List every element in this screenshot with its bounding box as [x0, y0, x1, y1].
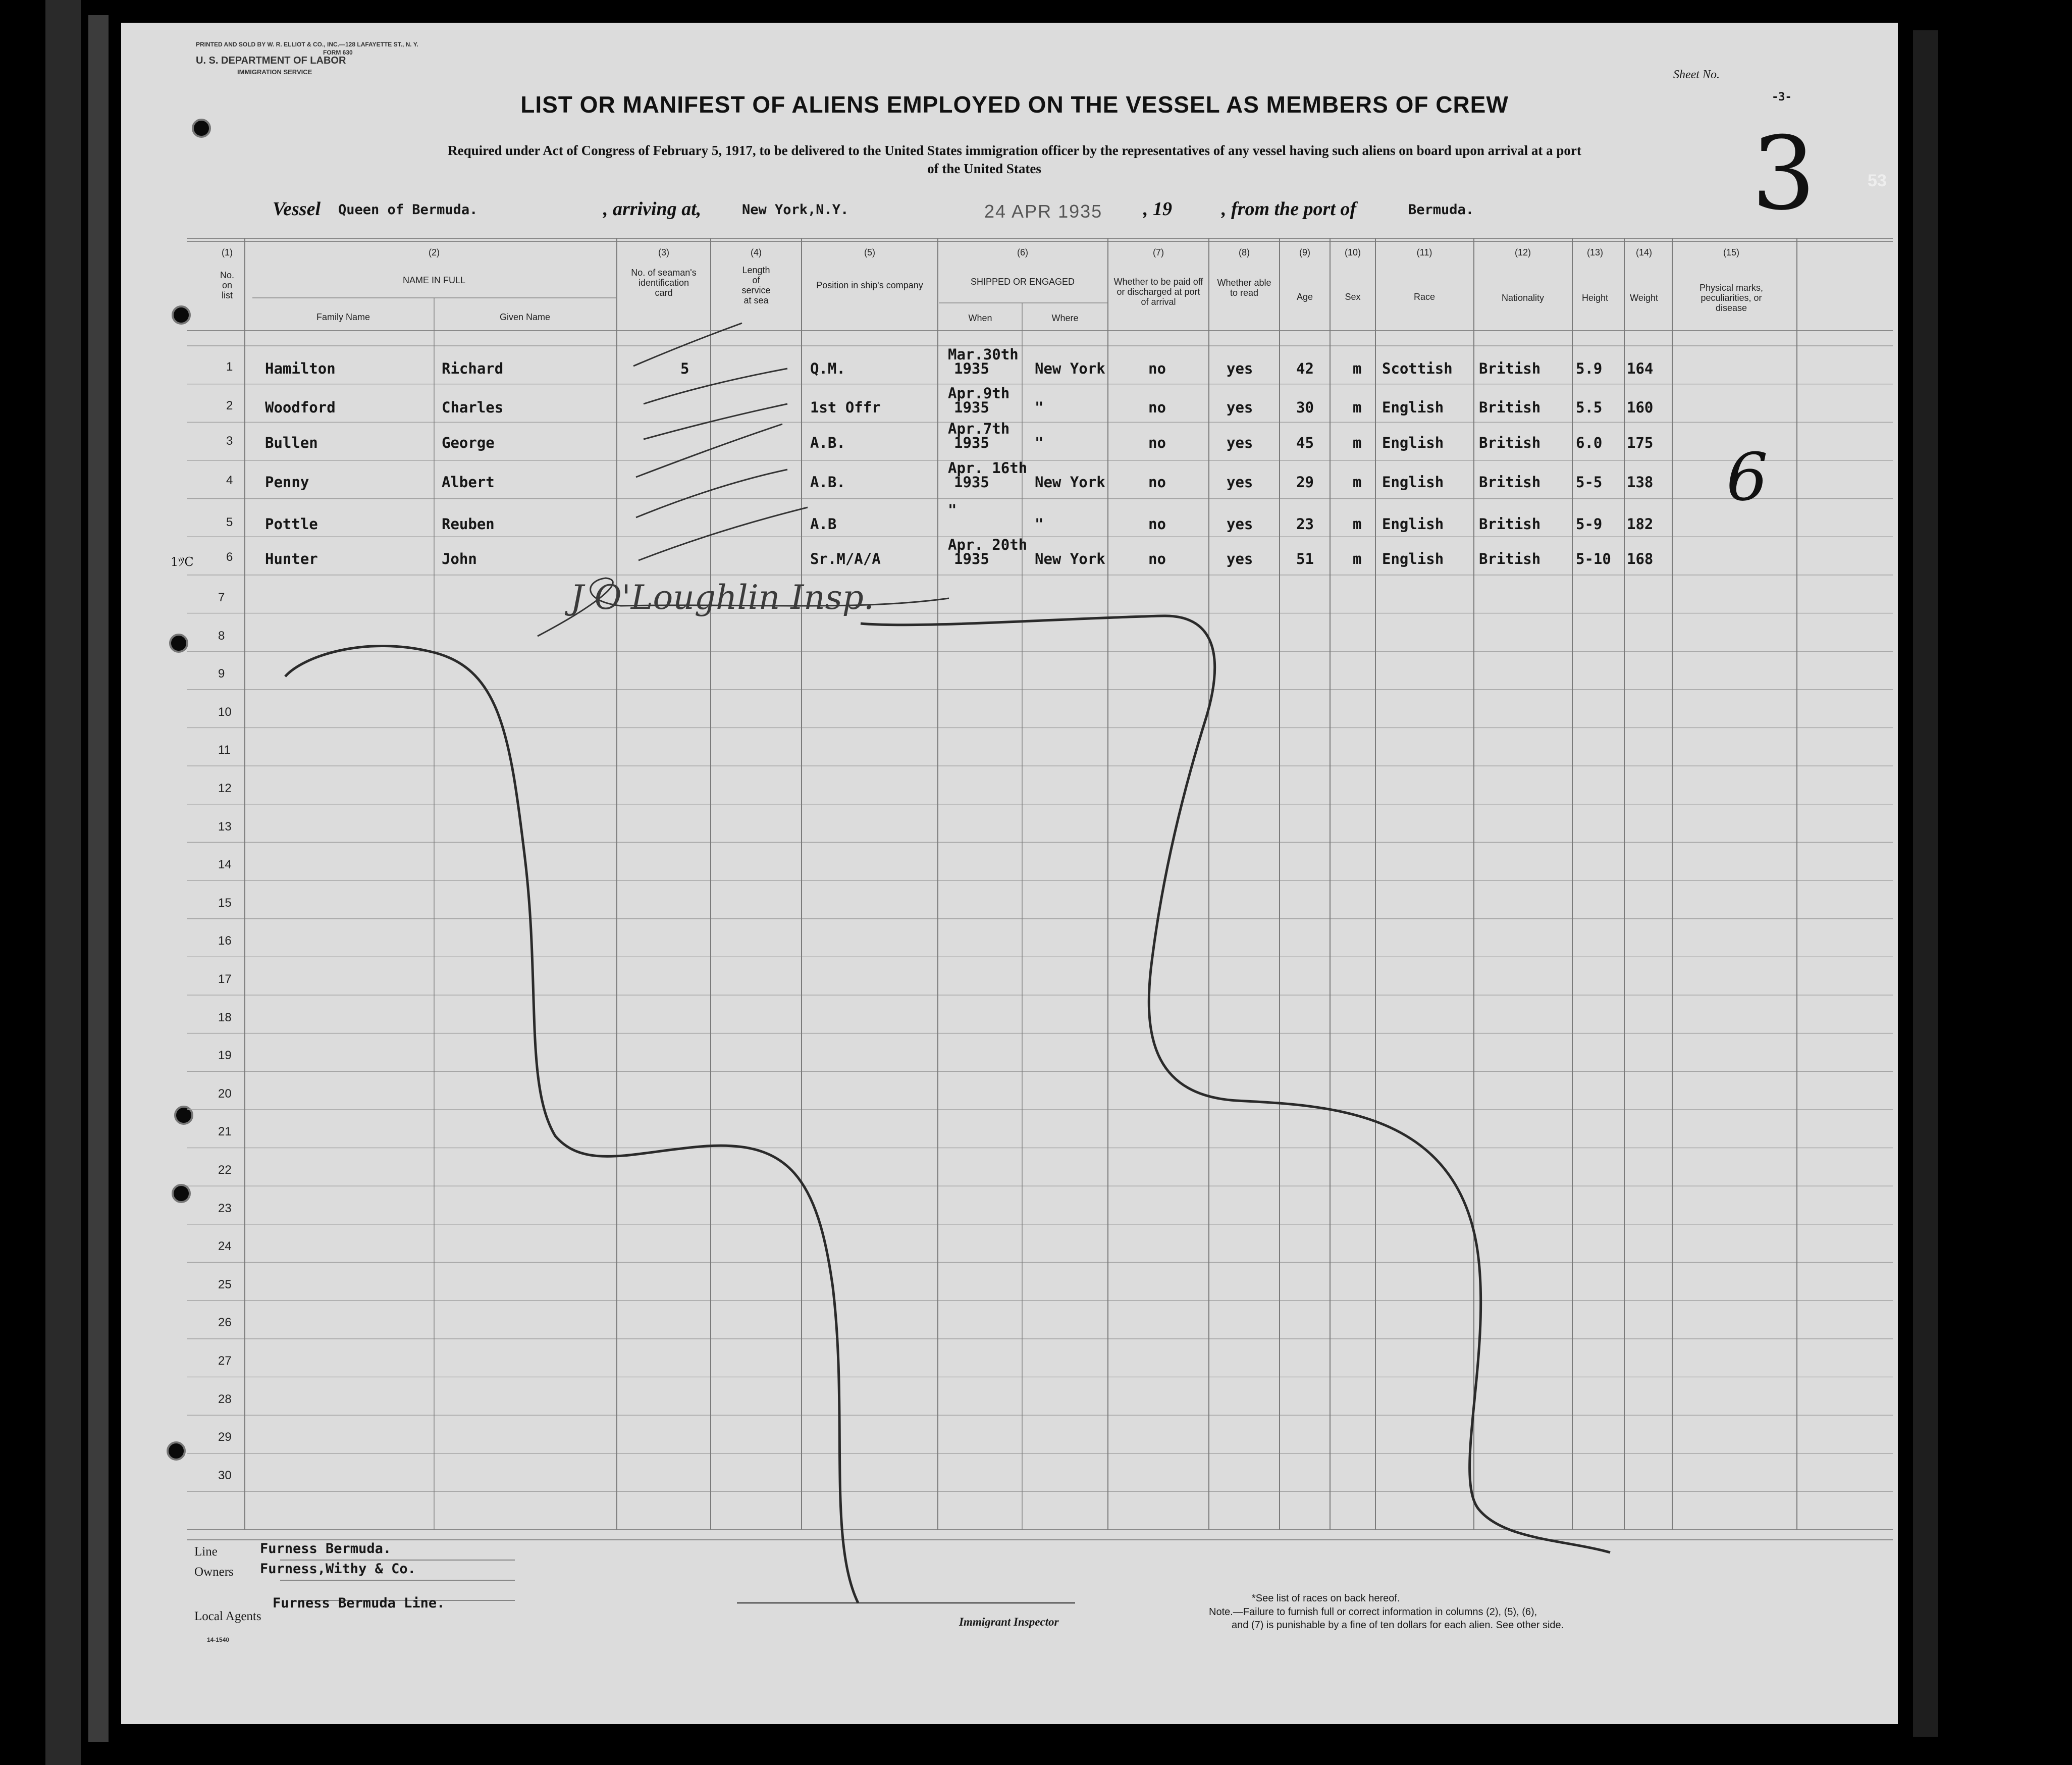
col2-label: NAME IN FULL: [402, 275, 466, 285]
arriving-place: New York,N.Y.: [742, 202, 849, 218]
position: A.B.: [810, 434, 845, 451]
col13-label: Height: [1581, 293, 1609, 303]
shipped-when: Mar.30th: [948, 346, 1019, 363]
shipped-year: 1935: [954, 399, 989, 416]
col3-label: No. of seaman's identification card: [631, 268, 697, 298]
row-number: 5: [226, 515, 233, 529]
sheet-typed-number: -3-: [1772, 91, 1792, 103]
vessel-name: Queen of Bermuda.: [338, 202, 478, 218]
shipped-where: New York: [1035, 360, 1105, 377]
row-number: 28: [218, 1392, 232, 1406]
col6-when: When: [968, 313, 992, 323]
position: 1st Offr: [810, 399, 881, 416]
height: 5-5: [1576, 474, 1603, 491]
paid-off: no: [1148, 550, 1166, 567]
row-number: 4: [226, 474, 233, 487]
row-number: 9: [218, 667, 225, 681]
weight: 138: [1627, 474, 1654, 491]
row-number: 17: [218, 972, 232, 986]
able-to-read: yes: [1227, 474, 1253, 491]
shipped-where: ": [1035, 434, 1044, 451]
race: English: [1382, 474, 1444, 491]
nationality: British: [1479, 550, 1541, 567]
col10-number: (10): [1344, 247, 1361, 257]
row-number: 10: [218, 705, 232, 719]
col4-number: (4): [751, 247, 762, 257]
weight: 164: [1627, 360, 1654, 377]
row-number: 19: [218, 1049, 232, 1063]
row-number: 25: [218, 1277, 232, 1291]
col15-number: (15): [1723, 247, 1740, 257]
height: 5-9: [1576, 515, 1603, 533]
family-name: Woodford: [265, 399, 336, 416]
row-number: 6: [226, 550, 233, 564]
shipped-when: Apr.9th: [948, 385, 1010, 402]
paid-off: no: [1148, 399, 1166, 416]
paid-off: no: [1148, 434, 1166, 451]
from-port: Bermuda.: [1408, 202, 1474, 218]
shipped-year: 1935: [954, 360, 989, 377]
age: 29: [1296, 474, 1314, 491]
row-number: 22: [218, 1163, 232, 1177]
col10-label: Sex: [1345, 292, 1361, 302]
row6-margin-mark: 1ﾂC: [171, 555, 194, 569]
shipped-where: ": [1035, 399, 1044, 416]
paid-off: no: [1148, 474, 1166, 491]
col2-given: Given Name: [499, 312, 551, 322]
shipped-year: 1935: [954, 474, 989, 491]
row-number: 16: [218, 934, 232, 948]
position: A.B.: [810, 474, 845, 491]
height: 5.9: [1576, 360, 1603, 377]
nationality: British: [1479, 474, 1541, 491]
footer-owners-label: Owners: [194, 1565, 234, 1579]
col2-family: Family Name: [316, 312, 370, 322]
col12-label: Nationality: [1501, 293, 1545, 303]
given-name: Reuben: [442, 515, 495, 533]
shipped-when: Apr.7th: [948, 420, 1010, 437]
row-number: 15: [218, 896, 232, 910]
from-port-label: , from the port of: [1221, 198, 1357, 220]
age: 45: [1296, 434, 1314, 451]
given-name: Albert: [442, 474, 495, 491]
col7-label: Whether to be paid off or discharged at port of arrival: [1113, 277, 1203, 307]
able-to-read: yes: [1227, 550, 1253, 567]
row-number: 21: [218, 1125, 232, 1139]
col5-number: (5): [864, 247, 875, 257]
height: 5-10: [1576, 550, 1611, 567]
handwritten-count: 6: [1726, 439, 1768, 515]
given-name: Richard: [442, 360, 504, 377]
family-name: Pottle: [265, 515, 318, 533]
row-number: 7: [218, 591, 225, 604]
weight: 160: [1627, 399, 1654, 416]
sex: m: [1353, 434, 1362, 451]
footer-owners-value: Furness,Withy & Co.: [260, 1561, 416, 1577]
race: English: [1382, 550, 1444, 567]
row-number: 23: [218, 1201, 232, 1215]
position: A.B: [810, 515, 837, 533]
row-number: 12: [218, 782, 232, 795]
row-number: 11: [218, 743, 231, 757]
family-name: Hamilton: [265, 360, 336, 377]
shipped-when: ": [948, 501, 957, 518]
col15-label: Physical marks, peculiarities, or disease: [1699, 283, 1764, 313]
col4-label: Length of service at sea: [741, 265, 771, 305]
service-label: IMMIGRATION SERVICE: [237, 68, 312, 76]
able-to-read: yes: [1227, 399, 1253, 416]
row-number: 14: [218, 858, 232, 872]
sheet-number-handwritten: 3: [1751, 115, 1816, 233]
age: 51: [1296, 550, 1314, 567]
footer-line-value: Furness Bermuda.: [260, 1541, 392, 1556]
printer-note: PRINTED AND SOLD BY W. R. ELLIOT & CO., INC.—128 LAFAYETTE ST., N. Y.: [196, 41, 418, 48]
family-name: Hunter: [265, 550, 318, 567]
shipped-year: 1935: [954, 550, 989, 567]
race: Scottish: [1382, 360, 1453, 377]
form-number: FORM 630: [323, 49, 353, 56]
col6-number: (6): [1017, 247, 1028, 257]
given-name: Charles: [442, 399, 504, 416]
sex: m: [1353, 474, 1362, 491]
nationality: British: [1479, 515, 1541, 533]
col12-number: (12): [1514, 247, 1531, 257]
family-name: Bullen: [265, 434, 318, 451]
shipped-where: ": [1035, 515, 1044, 533]
given-name: John: [442, 550, 477, 567]
footer-agents-label: Local Agents: [194, 1610, 261, 1623]
immigrant-inspector-label: Immigrant Inspector: [959, 1616, 1059, 1628]
col3-number: (3): [658, 247, 669, 257]
inspector-signature: J O'Loughlin Insp.: [570, 578, 874, 617]
shipped-when: Apr. 20th: [948, 536, 1028, 553]
subtitle-line1: Required under Act of Congress of February 5, 1917, to be delivered to the United States immigration officer by the representatives of any vessel having such aliens on board upon arrival at a port: [448, 143, 1581, 158]
nationality: British: [1479, 434, 1541, 451]
able-to-read: yes: [1227, 515, 1253, 533]
age: 23: [1296, 515, 1314, 533]
race: English: [1382, 434, 1444, 451]
row-number: 20: [218, 1086, 232, 1101]
paid-off: no: [1148, 515, 1166, 533]
col1-number: (1): [222, 247, 233, 257]
row-number: 13: [218, 819, 232, 834]
weight: 175: [1627, 434, 1654, 451]
arriving-label: , arriving at,: [603, 198, 702, 220]
col9-number: (9): [1299, 247, 1310, 257]
position: Sr.M/A/A: [810, 550, 881, 567]
footer-note2: Note.—Failure to furnish full or correct information in columns (2), (5), (6),: [1209, 1606, 1537, 1618]
year-label: , 19: [1143, 198, 1172, 220]
age: 30: [1296, 399, 1314, 416]
subtitle-line2: of the United States: [927, 161, 1041, 176]
page-title: LIST OR MANIFEST OF ALIENS EMPLOYED ON THE VESSEL AS MEMBERS OF CREW: [520, 91, 1509, 118]
footer-line-label: Line: [194, 1545, 218, 1559]
col2-number: (2): [429, 247, 440, 257]
row-number: 27: [218, 1354, 232, 1368]
row-number: 2: [226, 399, 233, 412]
col6-where: Where: [1051, 313, 1079, 323]
shipped-where: New York: [1035, 474, 1105, 491]
row-number: 26: [218, 1316, 232, 1330]
row-number: 3: [226, 434, 233, 448]
row-number: 29: [218, 1430, 232, 1444]
col8-number: (8): [1239, 247, 1250, 257]
row-number: 8: [218, 629, 225, 643]
department-label: U. S. DEPARTMENT OF LABOR: [196, 55, 346, 66]
family-name: Penny: [265, 474, 309, 491]
nationality: British: [1479, 399, 1541, 416]
race: English: [1382, 515, 1444, 533]
row-number: 1: [226, 360, 233, 374]
shipped-when: Apr. 16th: [948, 459, 1028, 477]
position: Q.M.: [810, 360, 845, 377]
footer-agents-value: Furness Bermuda Line.: [273, 1595, 445, 1611]
age: 42: [1296, 360, 1314, 377]
sex: m: [1353, 550, 1362, 567]
form-code: 14-1540: [207, 1636, 230, 1643]
col5-label: Position in ship's company: [816, 280, 923, 290]
given-name: George: [442, 434, 495, 451]
sheet-label: Sheet No.: [1673, 68, 1720, 81]
race: English: [1382, 399, 1444, 416]
able-to-read: yes: [1227, 360, 1253, 377]
weight: 182: [1627, 515, 1654, 533]
shipped-year: 1935: [954, 434, 989, 451]
row-number: 30: [218, 1468, 232, 1482]
col9-label: Age: [1296, 292, 1313, 302]
able-to-read: yes: [1227, 434, 1253, 451]
date-stamp: 24 APR 1935: [984, 201, 1103, 222]
id-card-number: 5: [680, 360, 689, 377]
col8-label: Whether able to read: [1217, 278, 1271, 298]
footer-note3: and (7) is punishable by a fine of ten dollars for each alien. See other side.: [1232, 1620, 1564, 1631]
height: 5.5: [1576, 399, 1603, 416]
paid-off: no: [1148, 360, 1166, 377]
row-number: 24: [218, 1239, 232, 1254]
sex: m: [1353, 360, 1362, 377]
col11-label: Race: [1413, 292, 1436, 302]
col11-number: (11): [1416, 247, 1432, 257]
height: 6.0: [1576, 434, 1603, 451]
col6-label: SHIPPED OR ENGAGED: [970, 277, 1075, 287]
col7-number: (7): [1153, 247, 1164, 257]
col14-number: (14): [1635, 247, 1653, 257]
footer-note1: *See list of races on back hereof.: [1252, 1593, 1400, 1604]
col14-label: Weight: [1630, 293, 1658, 303]
shipped-where: New York: [1035, 550, 1105, 567]
sex: m: [1353, 399, 1362, 416]
vessel-label: Vessel: [273, 198, 321, 220]
nationality: British: [1479, 360, 1541, 377]
sex: m: [1353, 515, 1362, 533]
weight: 168: [1627, 550, 1654, 567]
col13-number: (13): [1586, 247, 1604, 257]
margin-number: 53: [1868, 171, 1887, 190]
col1-label: No. on list: [220, 270, 234, 300]
row-number: 18: [218, 1010, 232, 1024]
